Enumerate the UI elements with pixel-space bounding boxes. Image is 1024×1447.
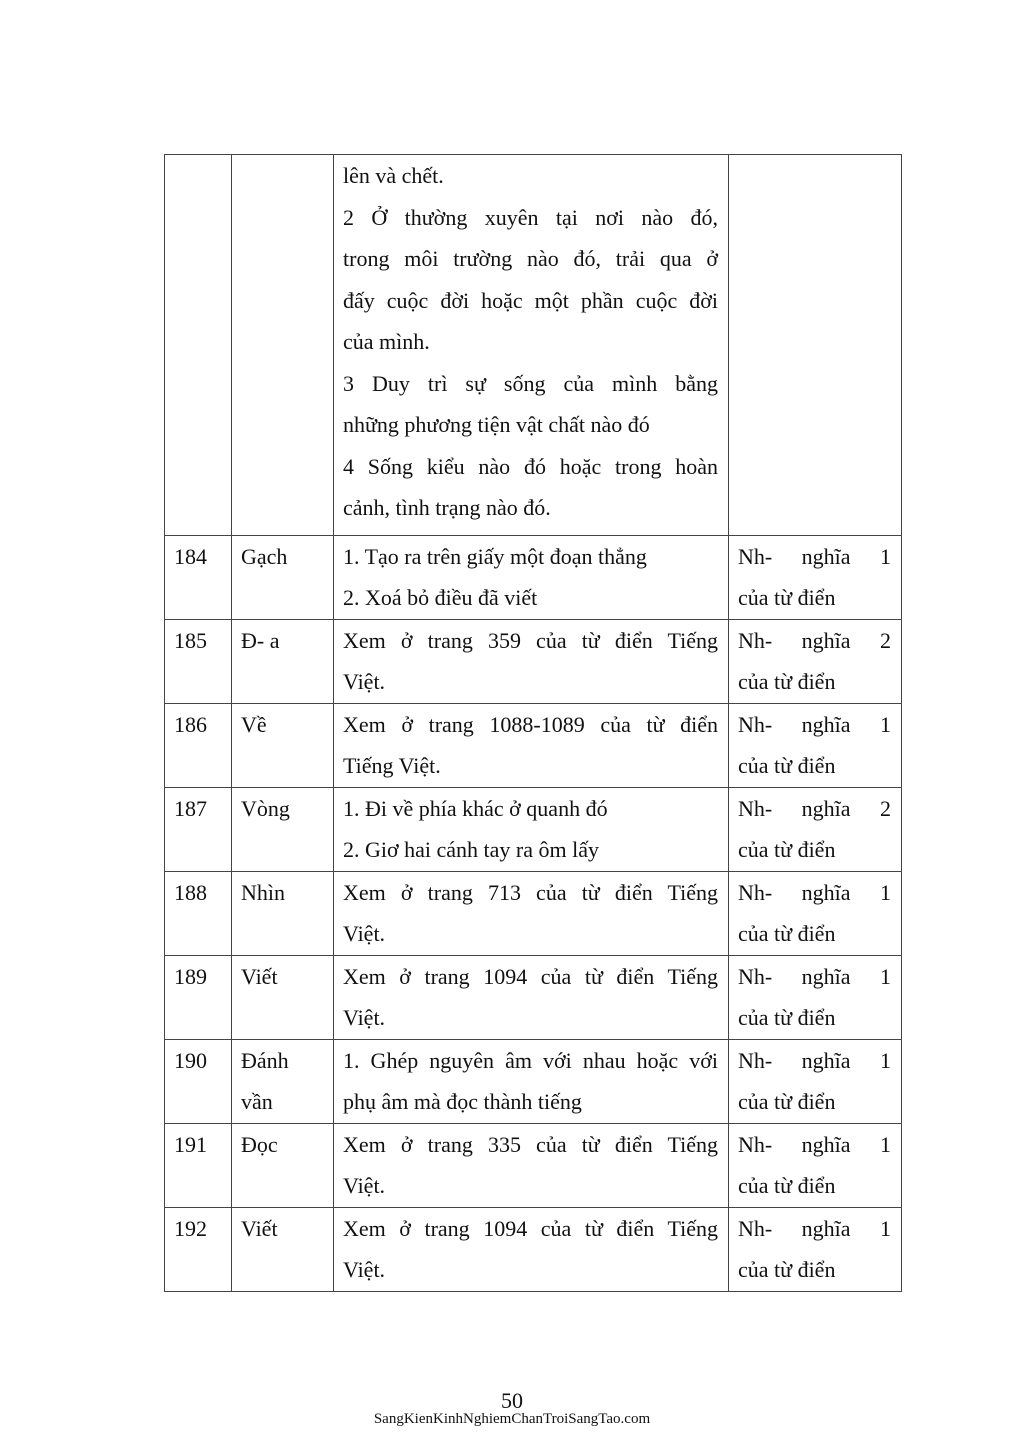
definition-line: đấy cuộc đời hoặc một phần cuộc đời (343, 287, 718, 313)
note-line: của từ điển (738, 1257, 836, 1282)
word-line: Viết (241, 1215, 278, 1241)
definition-line: 4 Sống kiểu nào đó hoặc trong hoàn (343, 453, 718, 479)
table-row (165, 871, 902, 955)
cell-word (232, 955, 334, 1039)
definition-line: 1. Đi về phía khác ở quanh đó (343, 795, 608, 821)
word-line: Nhìn (241, 879, 285, 905)
table-row (165, 955, 902, 1039)
note-line: Nh- nghĩa 1 (738, 963, 891, 989)
word-line: Đánh (241, 1047, 289, 1073)
table-row (165, 535, 902, 619)
cell-definition (334, 787, 729, 871)
definition-line: Xem ở trang 1094 của từ điển Tiếng (343, 963, 718, 989)
vocabulary-table (164, 154, 902, 1292)
cell-note (729, 619, 902, 703)
definition-line: Xem ở trang 359 của từ điển Tiếng (343, 627, 718, 653)
definition-line: Xem ở trang 1094 của từ điển Tiếng (343, 1215, 718, 1241)
cell-note (729, 955, 902, 1039)
note-line: Nh- nghĩa 1 (738, 1047, 891, 1073)
definition-line: Việt. (343, 921, 386, 946)
word-line: Đ- a (241, 627, 280, 653)
table-row-continuation (165, 155, 902, 536)
cell-note (729, 1207, 902, 1291)
word-line: Gạch (241, 543, 288, 569)
page-number: 50 (501, 1388, 523, 1413)
note-line: của từ điển (738, 585, 836, 610)
cell-number: 187 (165, 787, 232, 871)
cell-note (729, 1039, 902, 1123)
note-line: Nh- nghĩa 1 (738, 879, 891, 905)
cell-definition (334, 871, 729, 955)
note-line: của từ điển (738, 837, 836, 862)
note-line: Nh- nghĩa 1 (738, 1215, 891, 1241)
cell-number: 190 (165, 1039, 232, 1123)
cell-number: 188 (165, 871, 232, 955)
cell-definition (334, 1039, 729, 1123)
definition-line: 3 Duy trì sự sống của mình bằng (343, 370, 718, 396)
cell-word (232, 1123, 334, 1207)
definition-line: Việt. (343, 669, 386, 694)
cell-number: 186 (165, 703, 232, 787)
definition-line: trong môi trường nào đó, trải qua ở (343, 246, 718, 271)
cell-number-empty (165, 155, 232, 536)
table-row (165, 1207, 902, 1291)
note-line: của từ điển (738, 1173, 836, 1198)
footer-website: SangKienKinhNghiemChanTroiSangTao.com (373, 1411, 651, 1427)
cell-note (729, 535, 902, 619)
cell-definition-continued (334, 155, 729, 536)
note-line: Nh- nghĩa 1 (738, 543, 891, 569)
word-line: Vòng (241, 795, 290, 821)
table-row (165, 703, 902, 787)
cell-number: 189 (165, 955, 232, 1039)
cell-definition (334, 955, 729, 1039)
definition-line: Việt. (343, 1257, 386, 1282)
table-row (165, 1123, 902, 1207)
cell-number: 191 (165, 1123, 232, 1207)
note-line: Nh- nghĩa 2 (738, 795, 891, 821)
word-line: vần (241, 1089, 273, 1114)
cell-number: 184 (165, 535, 232, 619)
note-line: Nh- nghĩa 1 (738, 1131, 891, 1157)
cell-word (232, 1039, 334, 1123)
note-line: của từ điển (738, 669, 836, 694)
word-line: Đọc (241, 1131, 278, 1157)
cell-note (729, 1123, 902, 1207)
definition-line: những phương tiện vật chất nào đó (343, 412, 650, 437)
cell-note (729, 703, 902, 787)
definition-line: phụ âm mà đọc thành tiếng (343, 1089, 582, 1114)
cell-number: 185 (165, 619, 232, 703)
note-line: của từ điển (738, 1005, 836, 1030)
definition-line: Tiếng Việt. (343, 753, 441, 778)
cell-definition (334, 1207, 729, 1291)
cell-definition (334, 535, 729, 619)
cell-word-empty (232, 155, 334, 536)
note-line: của từ điển (738, 1089, 836, 1114)
definition-line: Việt. (343, 1173, 386, 1198)
definition-line: của mình. (343, 329, 430, 354)
definition-line: 1. Tạo ra trên giấy một đoạn thẳng (343, 543, 647, 569)
table-row (165, 787, 902, 871)
table-row (165, 619, 902, 703)
cell-note-empty (729, 155, 902, 536)
definition-line: 1. Ghép nguyên âm với nhau hoặc với (343, 1047, 718, 1073)
cell-number: 192 (165, 1207, 232, 1291)
table-row (165, 1039, 902, 1123)
definition-line: 2 Ở thường xuyên tại nơi nào đó, (343, 204, 718, 230)
word-line: Viết (241, 963, 278, 989)
cell-definition (334, 703, 729, 787)
definition-line: lên và chết. (343, 163, 444, 188)
table-body (165, 155, 902, 1292)
cell-definition (334, 619, 729, 703)
cell-word (232, 535, 334, 619)
note-line: của từ điển (738, 921, 836, 946)
cell-word (232, 619, 334, 703)
note-line: Nh- nghĩa 1 (738, 711, 891, 737)
word-line: Về (241, 711, 267, 737)
cell-note (729, 787, 902, 871)
definition-line: 2. Xoá bỏ điều đã viết (343, 585, 538, 610)
cell-note (729, 871, 902, 955)
cell-word (232, 871, 334, 955)
definition-line: Việt. (343, 1005, 386, 1030)
note-line: Nh- nghĩa 2 (738, 627, 891, 653)
definition-line: Xem ở trang 1088-1089 của từ điển (343, 711, 718, 737)
cell-word (232, 787, 334, 871)
cell-word (232, 703, 334, 787)
definition-line: Xem ở trang 335 của từ điển Tiếng (343, 1131, 718, 1157)
definition-line: cảnh, tình trạng nào đó. (343, 495, 551, 520)
note-line: của từ điển (738, 753, 836, 778)
definition-line: Xem ở trang 713 của từ điển Tiếng (343, 879, 718, 905)
cell-definition (334, 1123, 729, 1207)
cell-word (232, 1207, 334, 1291)
definition-line: 2. Giơ hai cánh tay ra ôm lấy (343, 837, 599, 862)
